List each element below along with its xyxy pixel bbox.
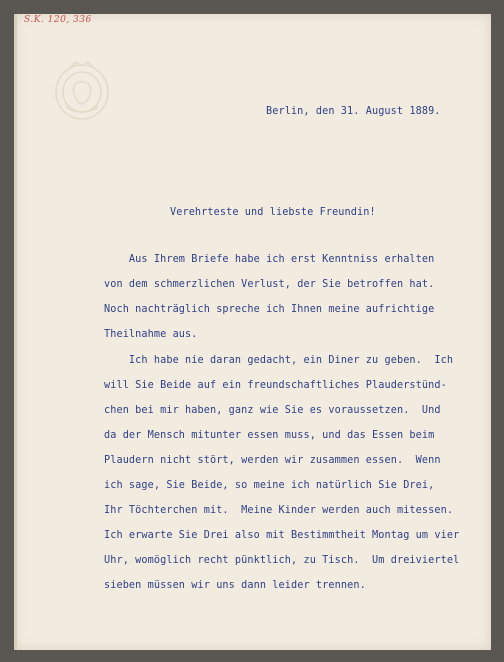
body-line: ich sage, Sie Beide, so meine ich natürlich Sie Drei, [104,480,435,491]
date-line: Berlin, den 31. August 1889. [266,106,441,117]
body-line: chen bei mir haben, ganz wie Sie es voraussetzen. Und [104,405,441,416]
embossed-seal-icon [52,58,112,122]
body-line: Noch nachträglich spreche ich Ihnen meine aufrichtige [104,304,435,315]
body-line: von dem schmerzlichen Verlust, der Sie betroffen hat. [104,279,435,290]
body-line: sieben müssen wir uns dann leider trennen. [104,580,366,591]
body-line: Aus Ihrem Briefe habe ich erst Kenntniss erhalten [104,254,435,265]
body-line: will Sie Beide auf ein freundschaftliches Plauderstünd- [104,380,447,391]
paper-edge [14,14,17,650]
body-line: da der Mensch mitunter essen muss, und das Essen beim [104,430,435,441]
body-line: Theilnahme aus. [104,329,198,340]
body-line: Plaudern nicht stört, werden wir zusammen essen. Wenn [104,455,441,466]
body-line: Ich habe nie daran gedacht, ein Diner zu geben. Ich [104,355,454,366]
body-line: Uhr, womöglich recht pünktlich, zu Tisch. Um dreiviertel [104,555,460,566]
body-line: Ich erwarte Sie Drei also mit Bestimmtheit Montag um vier [104,530,460,541]
salutation: Verehrteste und liebste Freundin! [170,207,376,218]
archive-reference-mark: S.K. 120, 336 [24,15,92,25]
body-line: Ihr Töchterchen mit. Meine Kinder werden auch mitessen. [104,505,454,516]
